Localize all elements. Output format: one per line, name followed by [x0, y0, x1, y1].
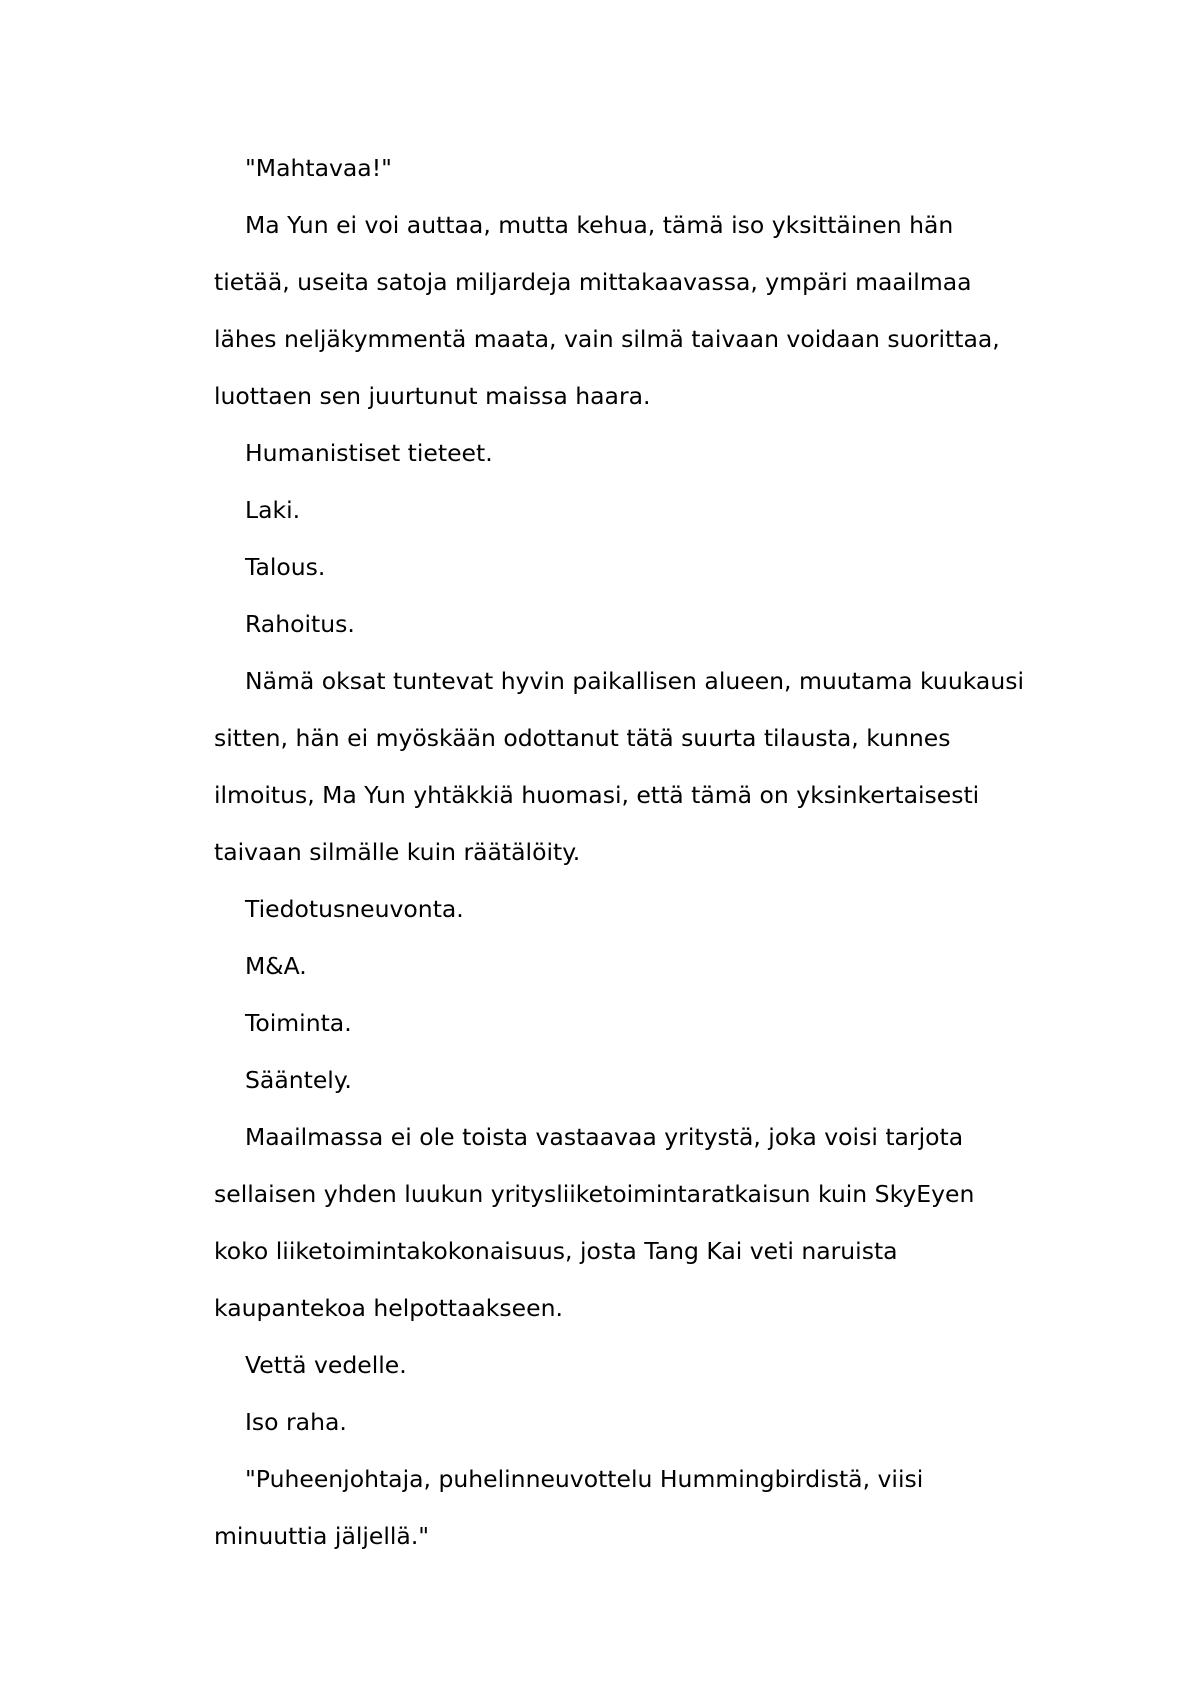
text-line: taivaan silmälle kuin räätälöity. — [214, 838, 581, 866]
text-line: Tiedotusneuvonta. — [245, 895, 464, 923]
text-line: Nämä oksat tuntevat hyvin paikallisen alueen, muutama kuukausi — [245, 667, 1024, 695]
text-line: lähes neljäkymmentä maata, vain silmä taivaan voidaan suorittaa, — [214, 325, 1000, 353]
text-line: Iso raha. — [245, 1408, 347, 1436]
text-line: sitten, hän ei myöskään odottanut tätä suurta tilausta, kunnes — [214, 724, 951, 752]
text-line: Laki. — [245, 496, 301, 524]
paragraph — [183, 653, 1063, 881]
text-line: koko liiketoimintakokonaisuus, josta Tang Kai veti naruista — [214, 1237, 898, 1265]
paragraph — [183, 1052, 1063, 1109]
text-line: ilmoitus, Ma Yun yhtäkkiä huomasi, että tämä on yksinkertaisesti — [214, 781, 980, 809]
text-line: Vettä vedelle. — [245, 1351, 407, 1379]
paragraph — [183, 596, 1063, 653]
text-line: Humanistiset tieteet. — [245, 439, 493, 467]
paragraph — [183, 1394, 1063, 1451]
paragraph — [183, 425, 1063, 482]
paragraph — [183, 938, 1063, 995]
text-line: Maailmassa ei ole toista vastaavaa yritystä, joka voisi tarjota — [245, 1123, 964, 1151]
text-line: M&A. — [245, 952, 307, 980]
text-line: luottaen sen juurtunut maissa haara. — [214, 382, 651, 410]
text-line: minuuttia jäljellä." — [214, 1522, 430, 1550]
paragraph — [183, 1337, 1063, 1394]
body-text — [183, 140, 1063, 1565]
paragraph — [183, 881, 1063, 938]
text-line: Talous. — [245, 553, 326, 581]
text-line: sellaisen yhden luukun yritysliiketoimintaratkaisun kuin SkyEyen — [214, 1180, 975, 1208]
paragraph — [183, 539, 1063, 596]
text-line: Sääntely. — [245, 1066, 352, 1094]
paragraph — [183, 1109, 1063, 1337]
text-line: tietää, useita satoja miljardeja mittakaavassa, ympäri maailmaa — [214, 268, 972, 296]
paragraph — [183, 995, 1063, 1052]
text-line: "Puheenjohtaja, puhelinneuvottelu Hummingbirdistä, viisi — [245, 1465, 924, 1493]
text-line: Toiminta. — [245, 1009, 352, 1037]
text-line: kaupantekoa helpottaakseen. — [214, 1294, 563, 1322]
paragraph — [183, 482, 1063, 539]
text-line: Ma Yun ei voi auttaa, mutta kehua, tämä iso yksittäinen hän — [245, 211, 954, 239]
text-line: "Mahtavaa!" — [245, 154, 392, 182]
paragraph — [183, 140, 1063, 197]
paragraph — [183, 1451, 1063, 1565]
text-line: Rahoitus. — [245, 610, 355, 638]
paragraph — [183, 197, 1063, 425]
